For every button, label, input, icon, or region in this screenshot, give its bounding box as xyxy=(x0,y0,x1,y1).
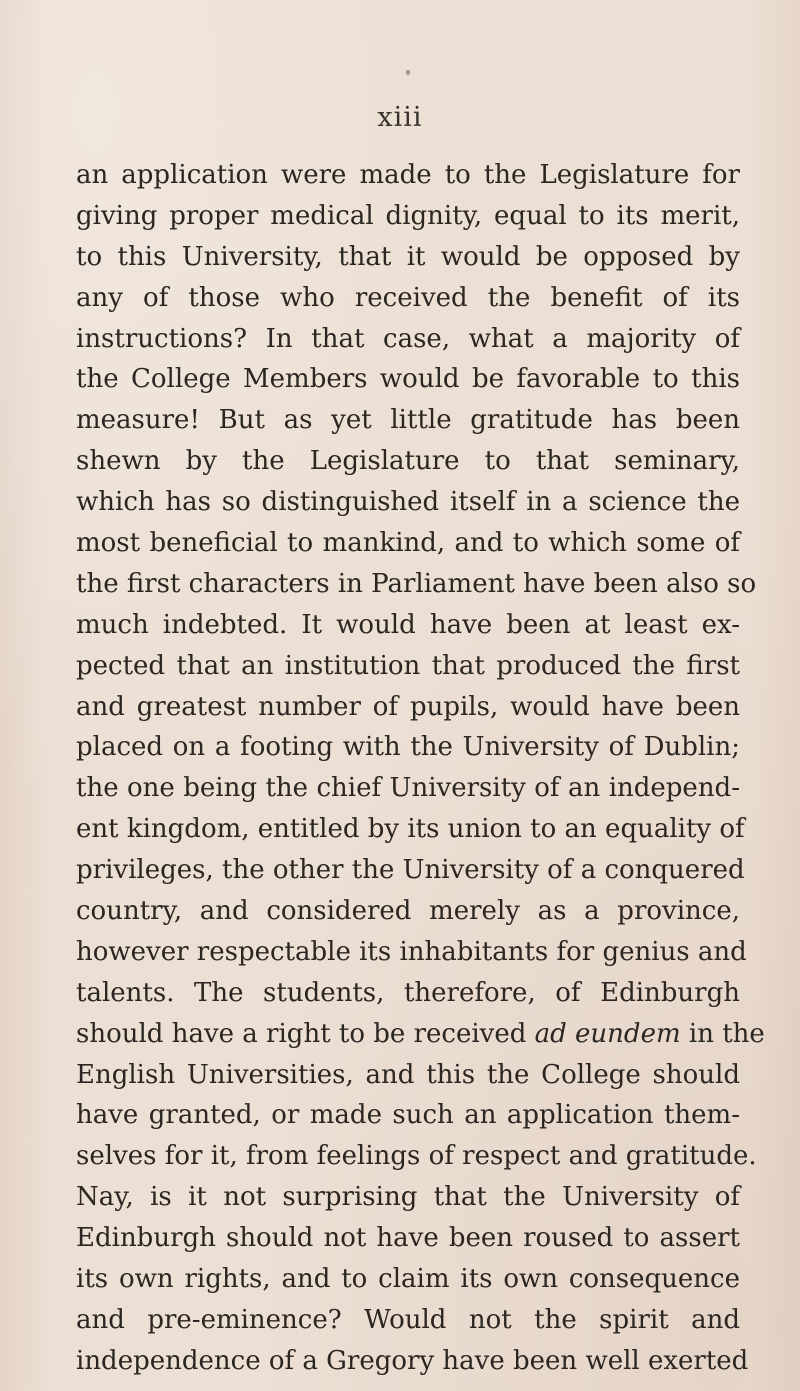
text-line xyxy=(76,1259,740,1300)
text-line xyxy=(76,400,740,441)
text-segment: placed on a footing with the University of Dublin; xyxy=(76,732,740,763)
text-segment: should have a right to be received xyxy=(76,1018,535,1049)
text-segment: independence of a Gregory have been well exerted xyxy=(76,1345,749,1376)
text-line xyxy=(76,359,740,400)
text-segment: however respectable its inhabitants for genius and xyxy=(76,936,747,967)
text-line xyxy=(76,1300,740,1341)
text-line xyxy=(76,155,740,196)
text-segment: English Universities, and this the College should xyxy=(76,1059,740,1090)
text-segment: its own rights, and to claim its own consequence xyxy=(76,1264,740,1295)
text-line xyxy=(76,564,757,605)
text-segment: much indebted. It would have been at least ex- xyxy=(76,609,740,640)
text-segment: giving proper medical dignity, equal to its merit, xyxy=(76,200,740,231)
text-line xyxy=(76,687,740,728)
text-line xyxy=(76,646,740,687)
text-line xyxy=(76,1341,749,1382)
text-line xyxy=(76,605,740,646)
text-segment: measure! But as yet little gratitude has been xyxy=(76,405,740,436)
text-segment: pected that an institution that produced the first xyxy=(76,650,740,681)
text-line xyxy=(76,768,740,809)
text-segment: any of those who received the benefit of its xyxy=(76,282,740,313)
text-segment: shewn by the Legislature to that seminary, xyxy=(76,446,740,477)
text-segment: talents. The students, therefore, of Edinburgh xyxy=(76,977,740,1008)
text-segment: ent kingdom, entitled by its union to an equality of xyxy=(76,814,745,845)
text-line xyxy=(76,973,740,1014)
text-line xyxy=(76,727,740,768)
text-line xyxy=(76,237,740,278)
text-segment: Edinburgh should not have been roused to assert xyxy=(76,1223,740,1254)
italic-phrase: ad eundem xyxy=(534,1018,681,1049)
text-line xyxy=(76,932,747,973)
text-segment: which has so distinguished itself in a science the xyxy=(76,487,740,518)
text-line xyxy=(76,1095,740,1136)
text-segment: to this University, that it would be opposed by xyxy=(76,241,740,272)
text-line xyxy=(76,850,745,891)
text-line xyxy=(76,1014,765,1055)
text-line xyxy=(76,809,745,850)
text-segment: the first characters in Parliament have been also so xyxy=(76,568,757,599)
text-line xyxy=(76,1136,757,1177)
text-line xyxy=(76,482,740,523)
text-line xyxy=(76,196,740,237)
text-line xyxy=(76,441,740,482)
text-segment: most beneficial to mankind, and to which some of xyxy=(76,528,740,559)
text-segment: have granted, or made such an application them- xyxy=(76,1100,740,1131)
body-text xyxy=(76,155,765,1382)
text-segment: privileges, the other the University of a conquered xyxy=(76,855,745,886)
text-line xyxy=(76,1055,740,1096)
text-line xyxy=(76,523,740,564)
page-number: xiii xyxy=(377,102,423,133)
text-segment: selves for it, from feelings of respect and gratitude. xyxy=(76,1141,757,1172)
ink-speck xyxy=(406,70,410,75)
text-segment: the one being the chief University of an independ- xyxy=(76,773,740,804)
text-line xyxy=(76,319,740,360)
text-line xyxy=(76,278,740,319)
text-segment: the College Members would be favorable to this xyxy=(76,364,740,395)
text-segment: instructions? In that case, what a majority of xyxy=(76,323,740,354)
text-line xyxy=(76,1218,740,1259)
text-segment: country, and considered merely as a province, xyxy=(76,896,740,927)
text-segment: an application were made to the Legislature for xyxy=(76,160,740,190)
text-segment: Nay, is it not surprising that the University of xyxy=(76,1182,740,1213)
text-line xyxy=(76,1177,740,1218)
text-line xyxy=(76,891,740,932)
text-segment: in the xyxy=(680,1018,765,1049)
text-segment: and pre-eminence? Would not the spirit and xyxy=(76,1304,740,1335)
text-segment: and greatest number of pupils, would have been xyxy=(76,691,740,722)
